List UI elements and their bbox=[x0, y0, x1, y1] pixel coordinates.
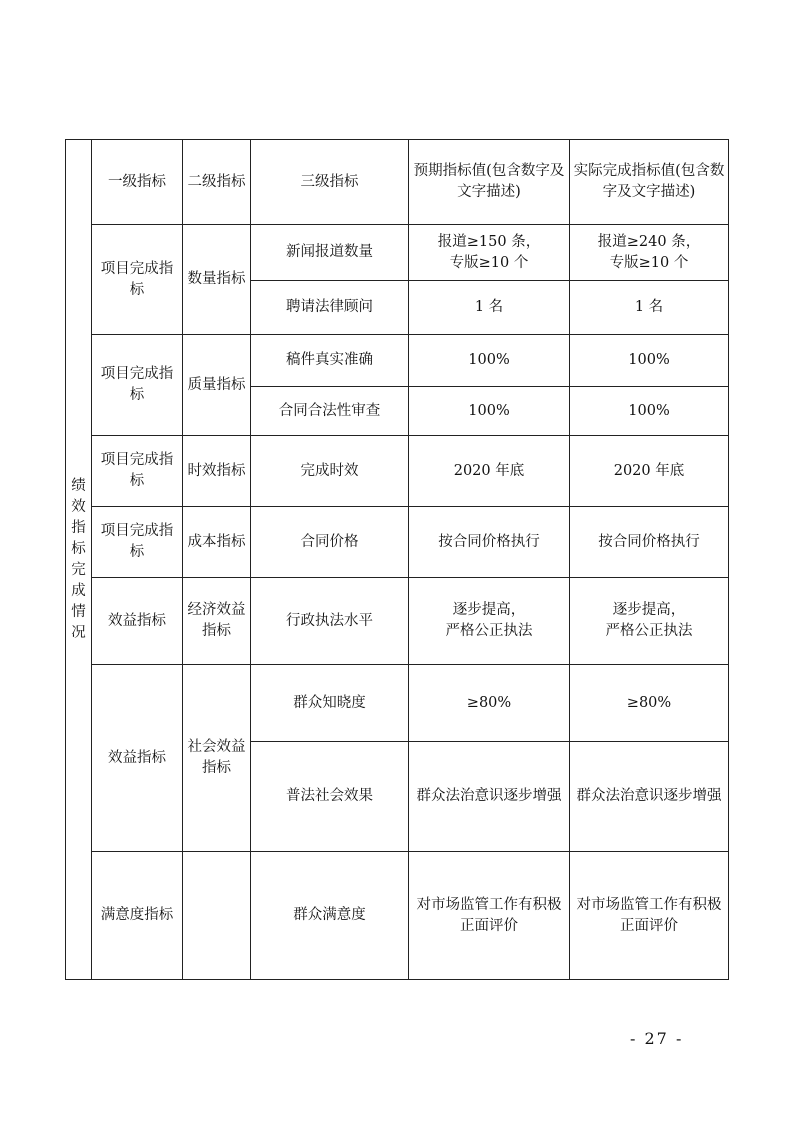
level1-cell: 效益指标 bbox=[92, 578, 183, 665]
expected-cell: 群众法治意识逐步增强 bbox=[409, 742, 570, 852]
table-row bbox=[66, 335, 729, 387]
header-level1: 一级指标 bbox=[92, 140, 183, 225]
actual-line: 专版≥10 个 bbox=[609, 254, 689, 271]
section-label: 绩效指标完成情况 bbox=[71, 477, 86, 641]
table-row bbox=[66, 665, 729, 742]
actual-cell: 100% bbox=[570, 387, 729, 436]
header-row bbox=[66, 140, 729, 225]
level2-cell: 数量指标 bbox=[183, 225, 251, 335]
table-row bbox=[66, 225, 729, 281]
table-row bbox=[66, 436, 729, 507]
page-number: - 27 - bbox=[630, 1029, 684, 1048]
level2-cell: 社会效益指标 bbox=[183, 665, 251, 852]
expected-line: 逐步提高， bbox=[452, 602, 526, 618]
expected-cell: 对市场监管工作有积极正面评价 bbox=[409, 852, 570, 980]
level3-cell: 完成时效 bbox=[251, 436, 409, 507]
actual-cell: 群众法治意识逐步增强 bbox=[570, 742, 729, 852]
table-row bbox=[66, 507, 729, 578]
expected-cell: ≥80% bbox=[409, 665, 570, 742]
table-row bbox=[66, 578, 729, 665]
actual-cell: 1 名 bbox=[570, 281, 729, 335]
level2-cell bbox=[183, 852, 251, 980]
expected-cell: 100% bbox=[409, 387, 570, 436]
level3-cell: 普法社会效果 bbox=[251, 742, 409, 852]
level3-cell: 新闻报道数量 bbox=[251, 225, 409, 281]
expected-line: 报道≥150 条， bbox=[437, 233, 541, 250]
level3-cell: 行政执法水平 bbox=[251, 578, 409, 665]
expected-cell bbox=[409, 225, 570, 281]
header-actual: 实际完成指标值(包含数字及文字描述) bbox=[570, 140, 729, 225]
level3-cell: 群众知晓度 bbox=[251, 665, 409, 742]
expected-cell: 1 名 bbox=[409, 281, 570, 335]
level1-cell: 项目完成指标 bbox=[92, 436, 183, 507]
level2-cell: 质量指标 bbox=[183, 335, 251, 436]
header-expected: 预期指标值(包含数字及文字描述) bbox=[409, 140, 570, 225]
actual-cell: ≥80% bbox=[570, 665, 729, 742]
expected-line: 严格公正执法 bbox=[445, 623, 533, 639]
level1-cell: 项目完成指标 bbox=[92, 335, 183, 436]
level2-cell: 经济效益指标 bbox=[183, 578, 251, 665]
level1-cell: 效益指标 bbox=[92, 665, 183, 852]
level1-cell: 满意度指标 bbox=[92, 852, 183, 980]
actual-cell bbox=[570, 578, 729, 665]
level3-cell: 合同合法性审查 bbox=[251, 387, 409, 436]
level2-cell: 成本指标 bbox=[183, 507, 251, 578]
actual-line: 严格公正执法 bbox=[605, 623, 693, 639]
table-row bbox=[66, 852, 729, 980]
level3-cell: 聘请法律顾问 bbox=[251, 281, 409, 335]
actual-cell: 100% bbox=[570, 335, 729, 387]
actual-cell bbox=[570, 225, 729, 281]
expected-cell: 2020 年底 bbox=[409, 436, 570, 507]
actual-cell: 2020 年底 bbox=[570, 436, 729, 507]
expected-cell: 按合同价格执行 bbox=[409, 507, 570, 578]
actual-cell: 对市场监管工作有积极正面评价 bbox=[570, 852, 729, 980]
header-level2: 二级指标 bbox=[183, 140, 251, 225]
expected-line: 专版≥10 个 bbox=[449, 254, 529, 271]
section-label-cell bbox=[66, 140, 92, 980]
level3-cell: 合同价格 bbox=[251, 507, 409, 578]
actual-cell: 按合同价格执行 bbox=[570, 507, 729, 578]
level3-cell: 群众满意度 bbox=[251, 852, 409, 980]
level1-cell: 项目完成指标 bbox=[92, 507, 183, 578]
header-level3: 三级指标 bbox=[251, 140, 409, 225]
expected-cell: 100% bbox=[409, 335, 570, 387]
actual-line: 逐步提高， bbox=[612, 602, 686, 618]
level3-cell: 稿件真实准确 bbox=[251, 335, 409, 387]
performance-indicator-table bbox=[65, 139, 729, 980]
expected-cell bbox=[409, 578, 570, 665]
level2-cell: 时效指标 bbox=[183, 436, 251, 507]
actual-line: 报道≥240 条， bbox=[597, 233, 701, 250]
level1-cell: 项目完成指标 bbox=[92, 225, 183, 335]
